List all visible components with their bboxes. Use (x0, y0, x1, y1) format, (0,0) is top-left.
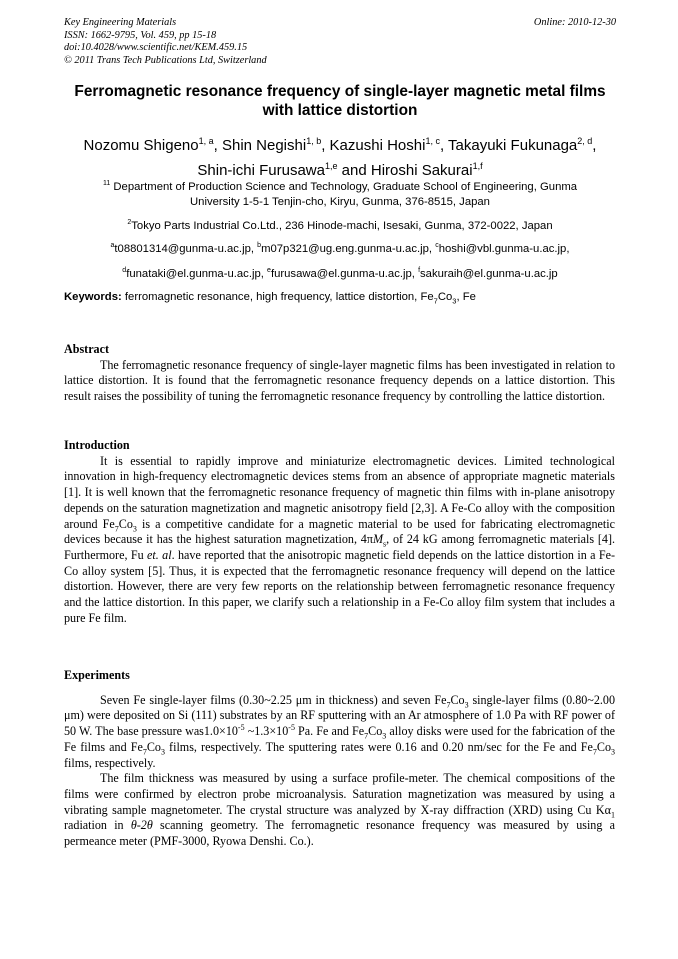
text-run: , of 24 kG among ferromagnetic materials [4]. Furthermore, Fu (64, 532, 615, 562)
text-run: ~1.3×10 (244, 724, 289, 739)
italic-symbol: M (372, 532, 384, 547)
email-separator: , (260, 268, 268, 281)
subscript: 3 (160, 747, 165, 757)
email-line-1 (64, 238, 616, 257)
email-address[interactable]: sakuraih@el.gunma-u.ac.jp (420, 268, 558, 281)
affiliation-mark: 2 (127, 218, 132, 226)
subscript: 3 (464, 700, 469, 710)
affiliation-2 (64, 215, 616, 234)
email-separator: , (411, 268, 419, 281)
journal-header (64, 17, 267, 67)
author-affiliation-mark: 1, a (198, 136, 214, 146)
text-run: radiation in (64, 818, 131, 833)
author-name: Nozomu Shigeno (83, 137, 199, 154)
subscript: 7 (114, 523, 119, 533)
email-mark: e (267, 267, 271, 275)
keywords (64, 291, 624, 305)
author-affiliation-mark: 2, d (577, 136, 593, 146)
superscript: -5 (288, 723, 295, 733)
abstract-text: The ferromagnetic resonance frequency of single-layer magnetic films has been investigated in relation to lattice distortion. It is found that the ferromagnetic resonance frequency depends on a lattice distortion. This result raises the possibility of tuning the ferromagnetic resonance frequency by controlling the lattice distortion. (64, 357, 615, 404)
keywords-text: Co (437, 291, 453, 303)
journal-doi[interactable]: doi:10.4028/www.scientific.net/KEM.459.15 (64, 42, 248, 53)
affiliations (64, 176, 616, 289)
author-affiliation-mark: 1, c (425, 136, 440, 146)
abstract-section (64, 342, 615, 405)
text-run: Co (450, 692, 465, 707)
keywords-subscript: 7 (433, 296, 438, 306)
subscript: 7 (446, 700, 451, 710)
author-affiliation-mark: 1, b (306, 136, 322, 146)
experiments-section (64, 668, 615, 850)
email-mark: d (122, 267, 127, 275)
author-name: Kazushi Hoshi (329, 137, 426, 154)
text-run: scanning geometry. The ferromagnetic resonance frequency was measured by using a permeance meter (PMF-3000, Ryowa Denshi. Co.). (64, 818, 615, 849)
introduction-heading: Introduction (64, 438, 130, 452)
author-list (64, 131, 616, 181)
email-mark: b (257, 242, 262, 250)
author-separator: , (213, 137, 222, 154)
email-address[interactable]: funataki@el.gunma-u.ac.jp (126, 268, 261, 281)
keywords-label: Keywords: (64, 291, 122, 303)
subscript: 3 (132, 523, 137, 533)
text-run: is a competitive candidate for a magnetic material to be used for fabricating electromagnetic devices because it has the highest saturation magnetization, 4π (64, 516, 615, 547)
text-run: Co (368, 724, 383, 739)
keywords-text: ferromagnetic resonance, high frequency, lattice distortion, Fe (121, 291, 434, 303)
email-address[interactable]: m07p321@ug.eng.gunma-u.ac.jp (261, 242, 429, 255)
author-name: Hiroshi Sakurai (370, 162, 473, 179)
author-separator: , (321, 137, 330, 154)
journal-copyright: © 2011 Trans Tech Publications Ltd, Switzerland (64, 54, 267, 66)
email-line-2 (64, 263, 616, 282)
experiments-paragraph-1 (64, 693, 615, 772)
author-name: Shin Negishi (221, 137, 307, 154)
email-separator: , (566, 242, 570, 255)
text-run: Co (118, 516, 133, 531)
text-run: The film thickness was measured by using a surface profile-meter. The chemical compositions of the films were confirmed by electron probe microanalysis. Saturation magnetization was measured by using a vibrating sample magnetometer. The crystal structure was analyzed by X-ray diffraction (XRD) using Cu Kα (64, 771, 615, 817)
affiliation-mark: 11 (102, 180, 111, 187)
subscript: 3 (611, 747, 615, 757)
email-address[interactable]: t08801314@gunma-u.ac.jp (114, 242, 251, 255)
email-mark: a (110, 242, 115, 250)
affiliation-2-text: Tokyo Parts Industrial Co.Ltd., 236 Hinode-machi, Isesaki, Gunma, 372-0022, Japan (131, 219, 553, 232)
subscript: 7 (142, 747, 147, 757)
author-separator: , (439, 137, 449, 154)
journal-name: Key Engineering Materials (64, 17, 177, 28)
journal-issn: ISSN: 1662-9795, Vol. 459, pp 15-18 (64, 29, 217, 41)
keywords-text: , Fe (456, 291, 476, 303)
text-run: alloy disks were used for the fabrication of the Fe films and Fe (64, 724, 615, 754)
text-run: Seven Fe single-layer films (0.30~2.25 μm in thickness) and seven Fe (100, 692, 447, 707)
subscript: 1 (611, 810, 615, 820)
text-run: Pa. Fe and Fe (294, 724, 365, 739)
email-address[interactable]: furusawa@el.gunma-u.ac.jp (270, 268, 412, 281)
experiments-paragraph-2 (64, 771, 615, 850)
author-name: Shin-ichi Furusawa (197, 162, 325, 179)
author-affiliation-mark: 1,e (324, 161, 338, 171)
superscript: -5 (237, 723, 245, 733)
author-separator: and (337, 162, 371, 179)
subscript: 7 (592, 747, 597, 757)
subscript: 3 (382, 731, 387, 741)
text-run: single-layer films (0.80~2.00 μm) were deposited on Si (111) substrates by an RF sputtering with an Ar atmosphere of 1.0 Pa with RF power of 50 W. The base pressure was1.0×10 (64, 692, 615, 739)
email-address[interactable]: hoshi@vbl.gunma-u.ac.jp (438, 242, 567, 255)
introduction-section (64, 438, 615, 626)
italic-symbol: θ-2θ (130, 818, 153, 833)
email-separator: , (250, 242, 258, 255)
text-run: Co (146, 739, 161, 754)
text-run: Co (596, 739, 611, 754)
subscript: s (383, 539, 387, 549)
introduction-paragraph (64, 454, 615, 627)
text-run: It is essential to rapidly improve and miniaturize electromagnetic devices. Limited technological innovation in high-frequency electromagnetic devices stems from an absence of appropriate magnetic materials [1]. It is well known that the ferromagnetic resonance frequency of magnetic thin films with in-plane anisotropy depends on the saturation magnetization and magnetic anisotropy field [2,3]. A Fe-Co alloy with the composition around Fe (64, 453, 615, 531)
email-separator: , (428, 242, 436, 255)
email-mark: c (435, 242, 439, 250)
affiliation-1-line-1: Department of Production Science and Technology, Graduate School of Engineering, Gunma (110, 180, 578, 193)
abstract-heading: Abstract (64, 342, 110, 356)
italic-text: et. al (147, 547, 172, 562)
author-affiliation-mark: 1,f (472, 161, 483, 171)
text-run: films, respectively. (64, 755, 156, 770)
experiments-heading: Experiments (64, 668, 130, 682)
author-name: Takayuki Fukunaga (448, 137, 578, 154)
email-mark: f (418, 267, 421, 275)
author-separator: , (592, 137, 597, 154)
text-run: . have reported that the anisotropic magnetic field depends on the lattice distortion in a Fe-Co alloy system [5]. Thus, it is expected that the ferromagnetic resonance frequency will depend on the lattice distortion. However, there are very few reports on the relationship between ferromagnetic resonance frequency and the lattice distortion. In this paper, we clarify such a relationship in a Fe-Co alloy film system that includes a pure Fe film. (64, 547, 616, 625)
keywords-subscript: 3 (452, 296, 457, 306)
subscript: 7 (364, 731, 369, 741)
affiliation-1-line-2: University 1-5-1 Tenjin-cho, Kiryu, Gunma, 376-8515, Japan (190, 196, 490, 209)
text-run: films, respectively. The sputtering rates were 0.16 and 0.20 nm/sec for the Fe and Fe (164, 739, 593, 754)
paper-title: Ferromagnetic resonance frequency of single-layer magnetic metal films with lattice distortion (74, 83, 606, 119)
affiliation-1 (64, 176, 616, 211)
online-date: Online: 2010-12-30 (533, 17, 616, 28)
